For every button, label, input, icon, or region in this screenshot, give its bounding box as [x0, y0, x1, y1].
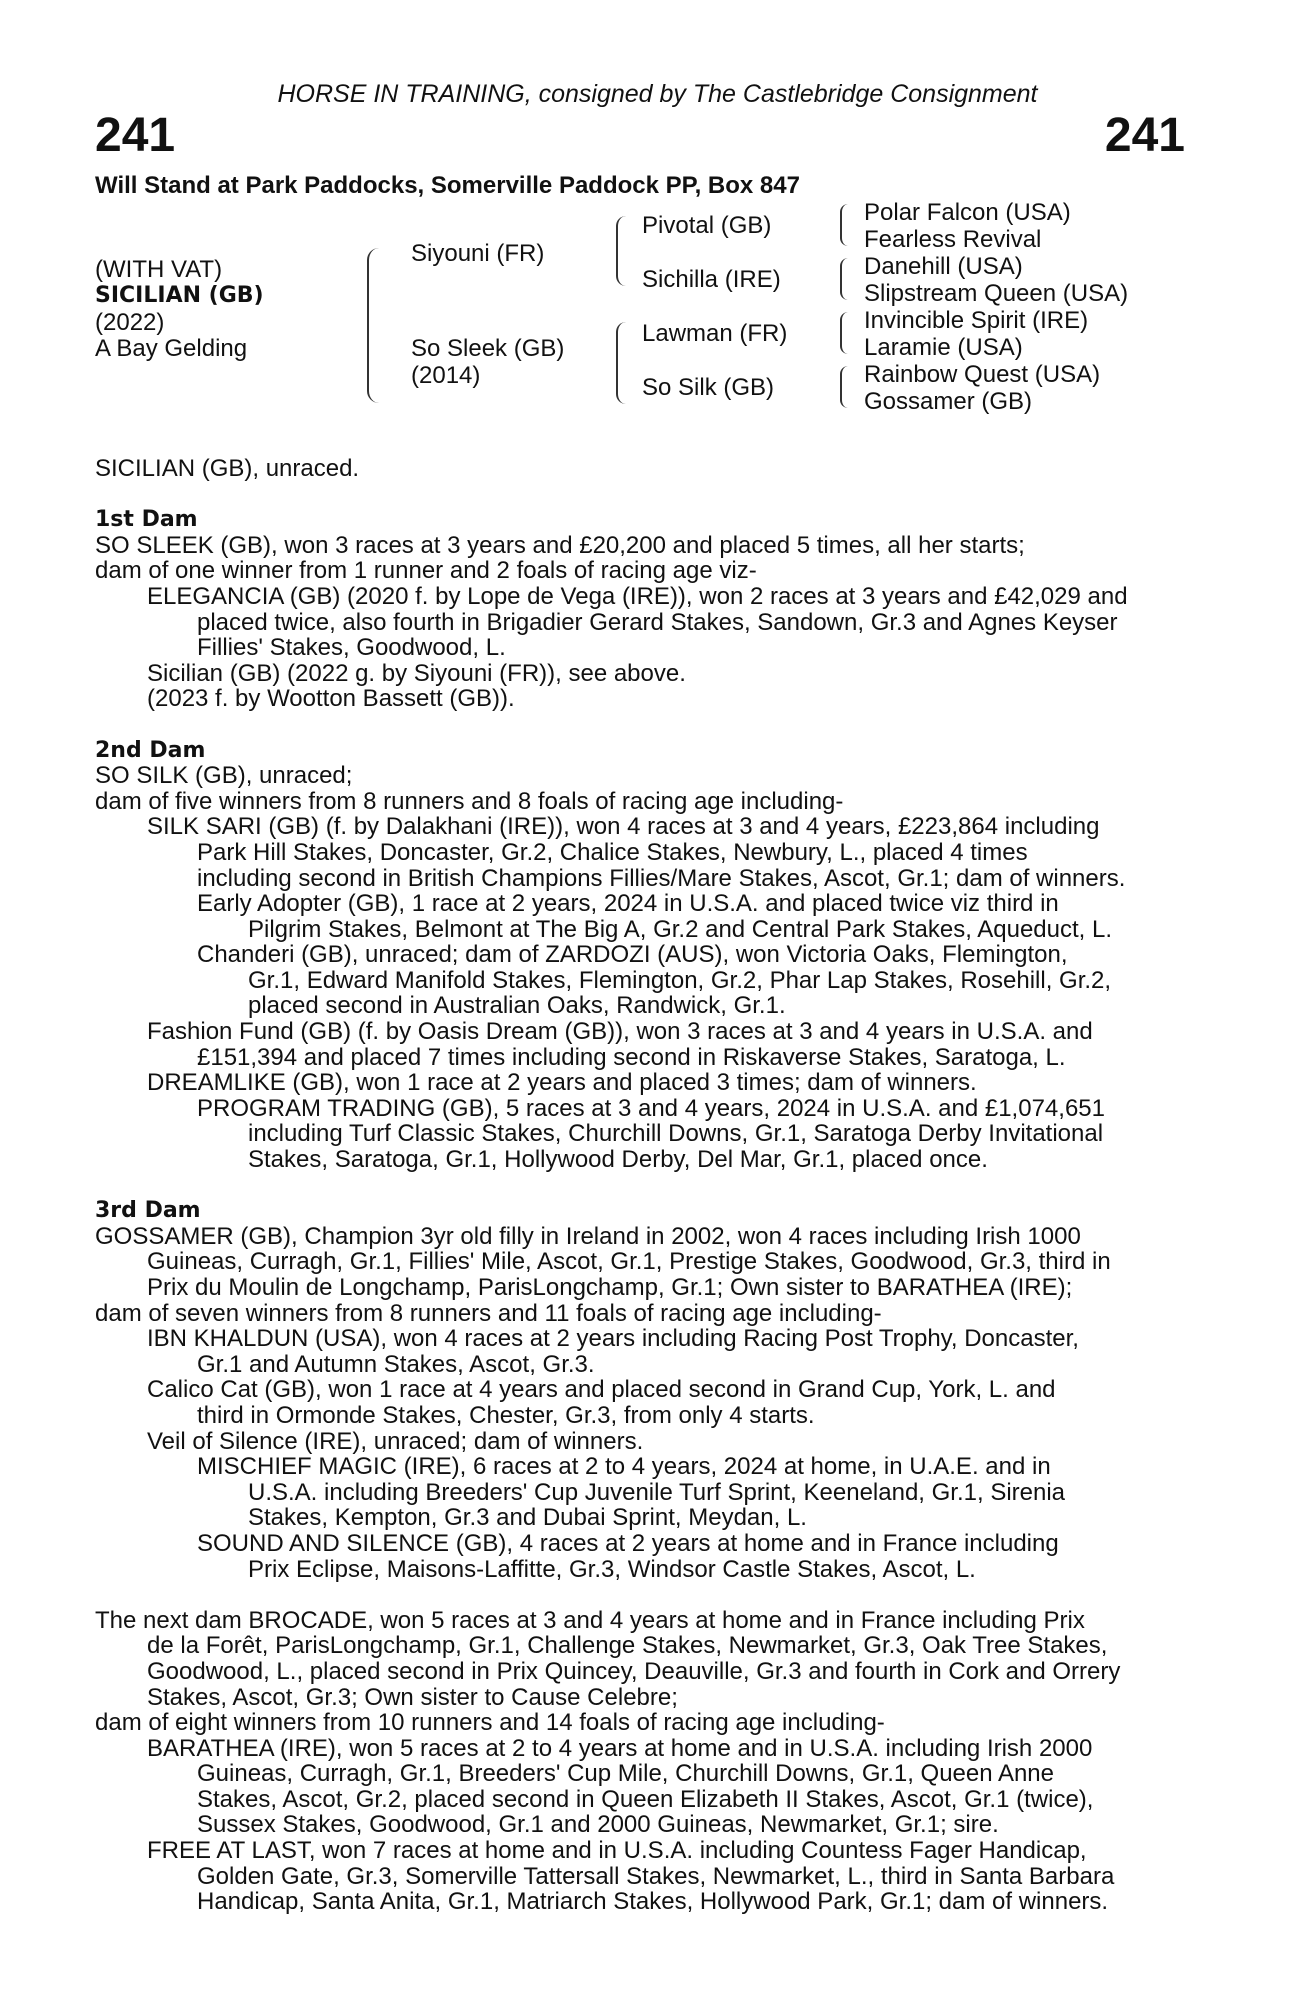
- catalogue-line: Fashion Fund (GB) (f. by Oasis Dream (GB)), won 3 races at 3 and 4 years in U.S.A. and: [147, 1018, 1093, 1046]
- catalogue-line: FREE AT LAST, won 7 races at home and in U.S.A. including Countess Fager Handicap,: [147, 1837, 1087, 1865]
- catalogue-line: SILK SARI (GB) (f. by Dalakhani (IRE)), won 4 races at 3 and 4 years, £223,864 including: [147, 813, 1100, 841]
- catalogue-line: Stakes, Kempton, Gr.3 and Dubai Sprint, Meydan, L.: [248, 1504, 807, 1532]
- pedigree-brace: [367, 248, 379, 403]
- catalogue-line: placed twice, also fourth in Brigadier Gerard Stakes, Sandown, Gr.3 and Agnes Keyser: [197, 608, 1118, 636]
- catalogue-line: third in Ormonde Stakes, Chester, Gr.3, from only 4 starts.: [197, 1401, 815, 1429]
- catalogue-line: SICILIAN (GB), unraced.: [95, 455, 360, 482]
- catalogue-line: placed second in Australian Oaks, Randwick, Gr.1.: [248, 992, 786, 1020]
- catalogue-line: GOSSAMER (GB), Champion 3yr old filly in Ireland in 2002, won 4 races including Irish 1000: [95, 1222, 1081, 1250]
- horse-name: SICILIAN (GB): [95, 283, 264, 308]
- catalogue-line: IBN KHALDUN (USA), won 4 races at 2 years including Racing Post Trophy, Doncaster,: [147, 1325, 1079, 1353]
- catalogue-line: Prix du Moulin de Longchamp, ParisLongchamp, Gr.1; Own sister to BARATHEA (IRE);: [147, 1274, 1073, 1301]
- section-gap: [95, 1173, 1193, 1199]
- dam-year: (2014): [411, 362, 481, 389]
- catalogue-line: U.S.A. including Breeders' Cup Juvenile Turf Sprint, Keeneland, Gr.1, Sirenia: [248, 1478, 1066, 1506]
- catalogue-line: £151,394 and placed 7 times including second in Riskaverse Stakes, Saratoga, L.: [197, 1043, 1066, 1071]
- catalogue-line: SOUND AND SILENCE (GB), 4 races at 2 years at home and in France including: [197, 1529, 1059, 1557]
- sire-dam: Sichilla (IRE): [642, 266, 781, 293]
- section-gap: [95, 712, 1193, 738]
- horse-description: A Bay Gelding: [95, 335, 248, 362]
- foaling-year: (2022): [95, 309, 165, 336]
- dd-brace: [840, 366, 849, 408]
- dam: So Sleek (GB): [411, 335, 565, 362]
- catalogue-line: dam of five winners from 8 runners and 8 foals of racing age including-: [95, 787, 844, 815]
- catalogue-line: Handicap, Santa Anita, Gr.1, Matriarch Stakes, Hollywood Park, Gr.1; dam of winners.: [197, 1888, 1109, 1916]
- sire-brace: [616, 216, 626, 286]
- catalogue-line: (2023 f. by Wootton Bassett (GB)).: [147, 685, 515, 713]
- catalogue-line: de la Forêt, ParisLongchamp, Gr.1, Challenge Stakes, Newmarket, Gr.3, Oak Tree Stakes,: [147, 1632, 1108, 1660]
- catalogue-line: Stakes, Ascot, Gr.2, placed second in Queen Elizabeth II Stakes, Ascot, Gr.1 (twice),: [197, 1785, 1094, 1813]
- catalogue-line: Gr.1, Edward Manifold Stakes, Flemington, Gr.2, Phar Lap Stakes, Rosehill, Gr.2,: [248, 966, 1112, 994]
- lot-number-left: 241: [95, 109, 176, 162]
- section-heading: 1st Dam: [95, 507, 198, 533]
- stand-location: Will Stand at Park Paddocks, Somerville Paddock PP, Box 847: [95, 172, 800, 199]
- section-heading: 2nd Dam: [95, 737, 206, 763]
- catalogue-line: MISCHIEF MAGIC (IRE), 6 races at 2 to 4 years, 2024 at home, in U.A.E. and in: [197, 1453, 1051, 1481]
- ss-brace: [840, 204, 849, 246]
- catalogue-line: dam of eight winners from 10 runners and 14 foals of racing age including-: [95, 1709, 885, 1737]
- sd-dam: Slipstream Queen (USA): [864, 280, 1129, 307]
- catalogue-line: Prix Eclipse, Maisons-Laffitte, Gr.3, Windsor Castle Stakes, Ascot, L.: [248, 1555, 976, 1583]
- catalogue-line: Guineas, Curragh, Gr.1, Breeders' Cup Mile, Churchill Downs, Gr.1, Queen Anne: [197, 1760, 1054, 1788]
- section-heading: 3rd Dam: [95, 1198, 201, 1224]
- catalogue-line: SO SILK (GB), unraced;: [95, 762, 353, 790]
- catalogue-line: dam of seven winners from 8 runners and 11 foals of racing age including-: [95, 1299, 882, 1327]
- section-gap: [95, 482, 1193, 508]
- catalogue-line: Guineas, Curragh, Gr.1, Fillies' Mile, Ascot, Gr.1, Prestige Stakes, Goodwood, Gr.3, third in: [147, 1248, 1111, 1276]
- ss-dam: Fearless Revival: [864, 226, 1042, 253]
- sd-brace: [840, 258, 849, 300]
- dam-dam: So Silk (GB): [642, 374, 775, 401]
- sire: Siyouni (FR): [411, 240, 545, 267]
- dam-brace: [616, 322, 626, 404]
- catalogue-line: DREAMLIKE (GB), won 1 race at 2 years and placed 3 times; dam of winners.: [147, 1069, 977, 1097]
- dd-sire: Rainbow Quest (USA): [864, 361, 1101, 388]
- consignment-header: HORSE IN TRAINING, consigned by The Castlebridge Consignment: [277, 80, 1038, 108]
- ds-sire: Invincible Spirit (IRE): [864, 307, 1089, 334]
- catalogue-line: Early Adopter (GB), 1 race at 2 years, 2024 in U.S.A. and placed twice viz third in: [197, 890, 1059, 918]
- section-gap: [95, 1582, 1193, 1608]
- catalogue-line: Veil of Silence (IRE), unraced; dam of winners.: [147, 1427, 644, 1455]
- catalogue-line: PROGRAM TRADING (GB), 5 races at 3 and 4 years, 2024 in U.S.A. and £1,074,651: [197, 1094, 1105, 1122]
- catalogue-line: Stakes, Ascot, Gr.3; Own sister to Cause Celebre;: [147, 1683, 678, 1711]
- catalogue-line: including second in British Champions Fillies/Mare Stakes, Ascot, Gr.1; dam of winners.: [197, 864, 1126, 892]
- catalogue-line: SO SLEEK (GB), won 3 races at 3 years and £20,200 and placed 5 times, all her starts;: [95, 531, 1025, 559]
- sire-sire: Pivotal (GB): [642, 212, 772, 239]
- dam-sire: Lawman (FR): [642, 320, 788, 347]
- vat-label: (WITH VAT): [95, 256, 223, 283]
- catalogue-line: BARATHEA (IRE), won 5 races at 2 to 4 years at home and in U.S.A. including Irish 2000: [147, 1734, 1093, 1762]
- catalogue-line: including Turf Classic Stakes, Churchill Downs, Gr.1, Saratoga Derby Invitational: [248, 1120, 1104, 1148]
- ss-sire: Polar Falcon (USA): [864, 199, 1071, 226]
- catalogue-line: Golden Gate, Gr.3, Somerville Tattersall Stakes, Newmarket, L., third in Santa Barbara: [197, 1862, 1115, 1890]
- ds-brace: [840, 312, 849, 354]
- catalogue-line: Park Hill Stakes, Doncaster, Gr.2, Chalice Stakes, Newbury, L., placed 4 times: [197, 838, 1028, 866]
- catalogue-line: Goodwood, L., placed second in Prix Quincey, Deauville, Gr.3 and fourth in Cork and Orrery: [147, 1657, 1121, 1685]
- catalogue-line: Stakes, Saratoga, Gr.1, Hollywood Derby, Del Mar, Gr.1, placed once.: [248, 1146, 988, 1174]
- catalogue-line: Sicilian (GB) (2022 g. by Siyouni (FR)), see above.: [147, 659, 686, 687]
- catalogue-line: Chanderi (GB), unraced; dam of ZARDOZI (AUS), won Victoria Oaks, Flemington,: [197, 941, 1068, 969]
- ds-dam: Laramie (USA): [864, 334, 1023, 361]
- catalogue-body: [95, 456, 1193, 1915]
- catalogue-line: Calico Cat (GB), won 1 race at 4 years and placed second in Grand Cup, York, L. and: [147, 1376, 1056, 1404]
- dd-dam: Gossamer (GB): [864, 388, 1033, 415]
- catalogue-line: The next dam BROCADE, won 5 races at 3 and 4 years at home and in France including Prix: [95, 1606, 1085, 1634]
- catalogue-line: Gr.1 and Autumn Stakes, Ascot, Gr.3.: [197, 1350, 595, 1378]
- catalogue-line: dam of one winner from 1 runner and 2 foals of racing age viz-: [95, 557, 757, 585]
- sd-sire: Danehill (USA): [864, 253, 1023, 280]
- catalogue-line: Sussex Stakes, Goodwood, Gr.1 and 2000 Guineas, Newmarket, Gr.1; sire.: [197, 1811, 999, 1839]
- lot-number-right: 241: [1104, 109, 1185, 162]
- catalogue-line: ELEGANCIA (GB) (2020 f. by Lope de Vega (IRE)), won 2 races at 3 years and £42,029 and: [147, 582, 1128, 610]
- catalogue-line: Pilgrim Stakes, Belmont at The Big A, Gr.2 and Central Park Stakes, Aqueduct, L.: [248, 915, 1112, 943]
- catalogue-line: Fillies' Stakes, Goodwood, L.: [197, 634, 506, 662]
